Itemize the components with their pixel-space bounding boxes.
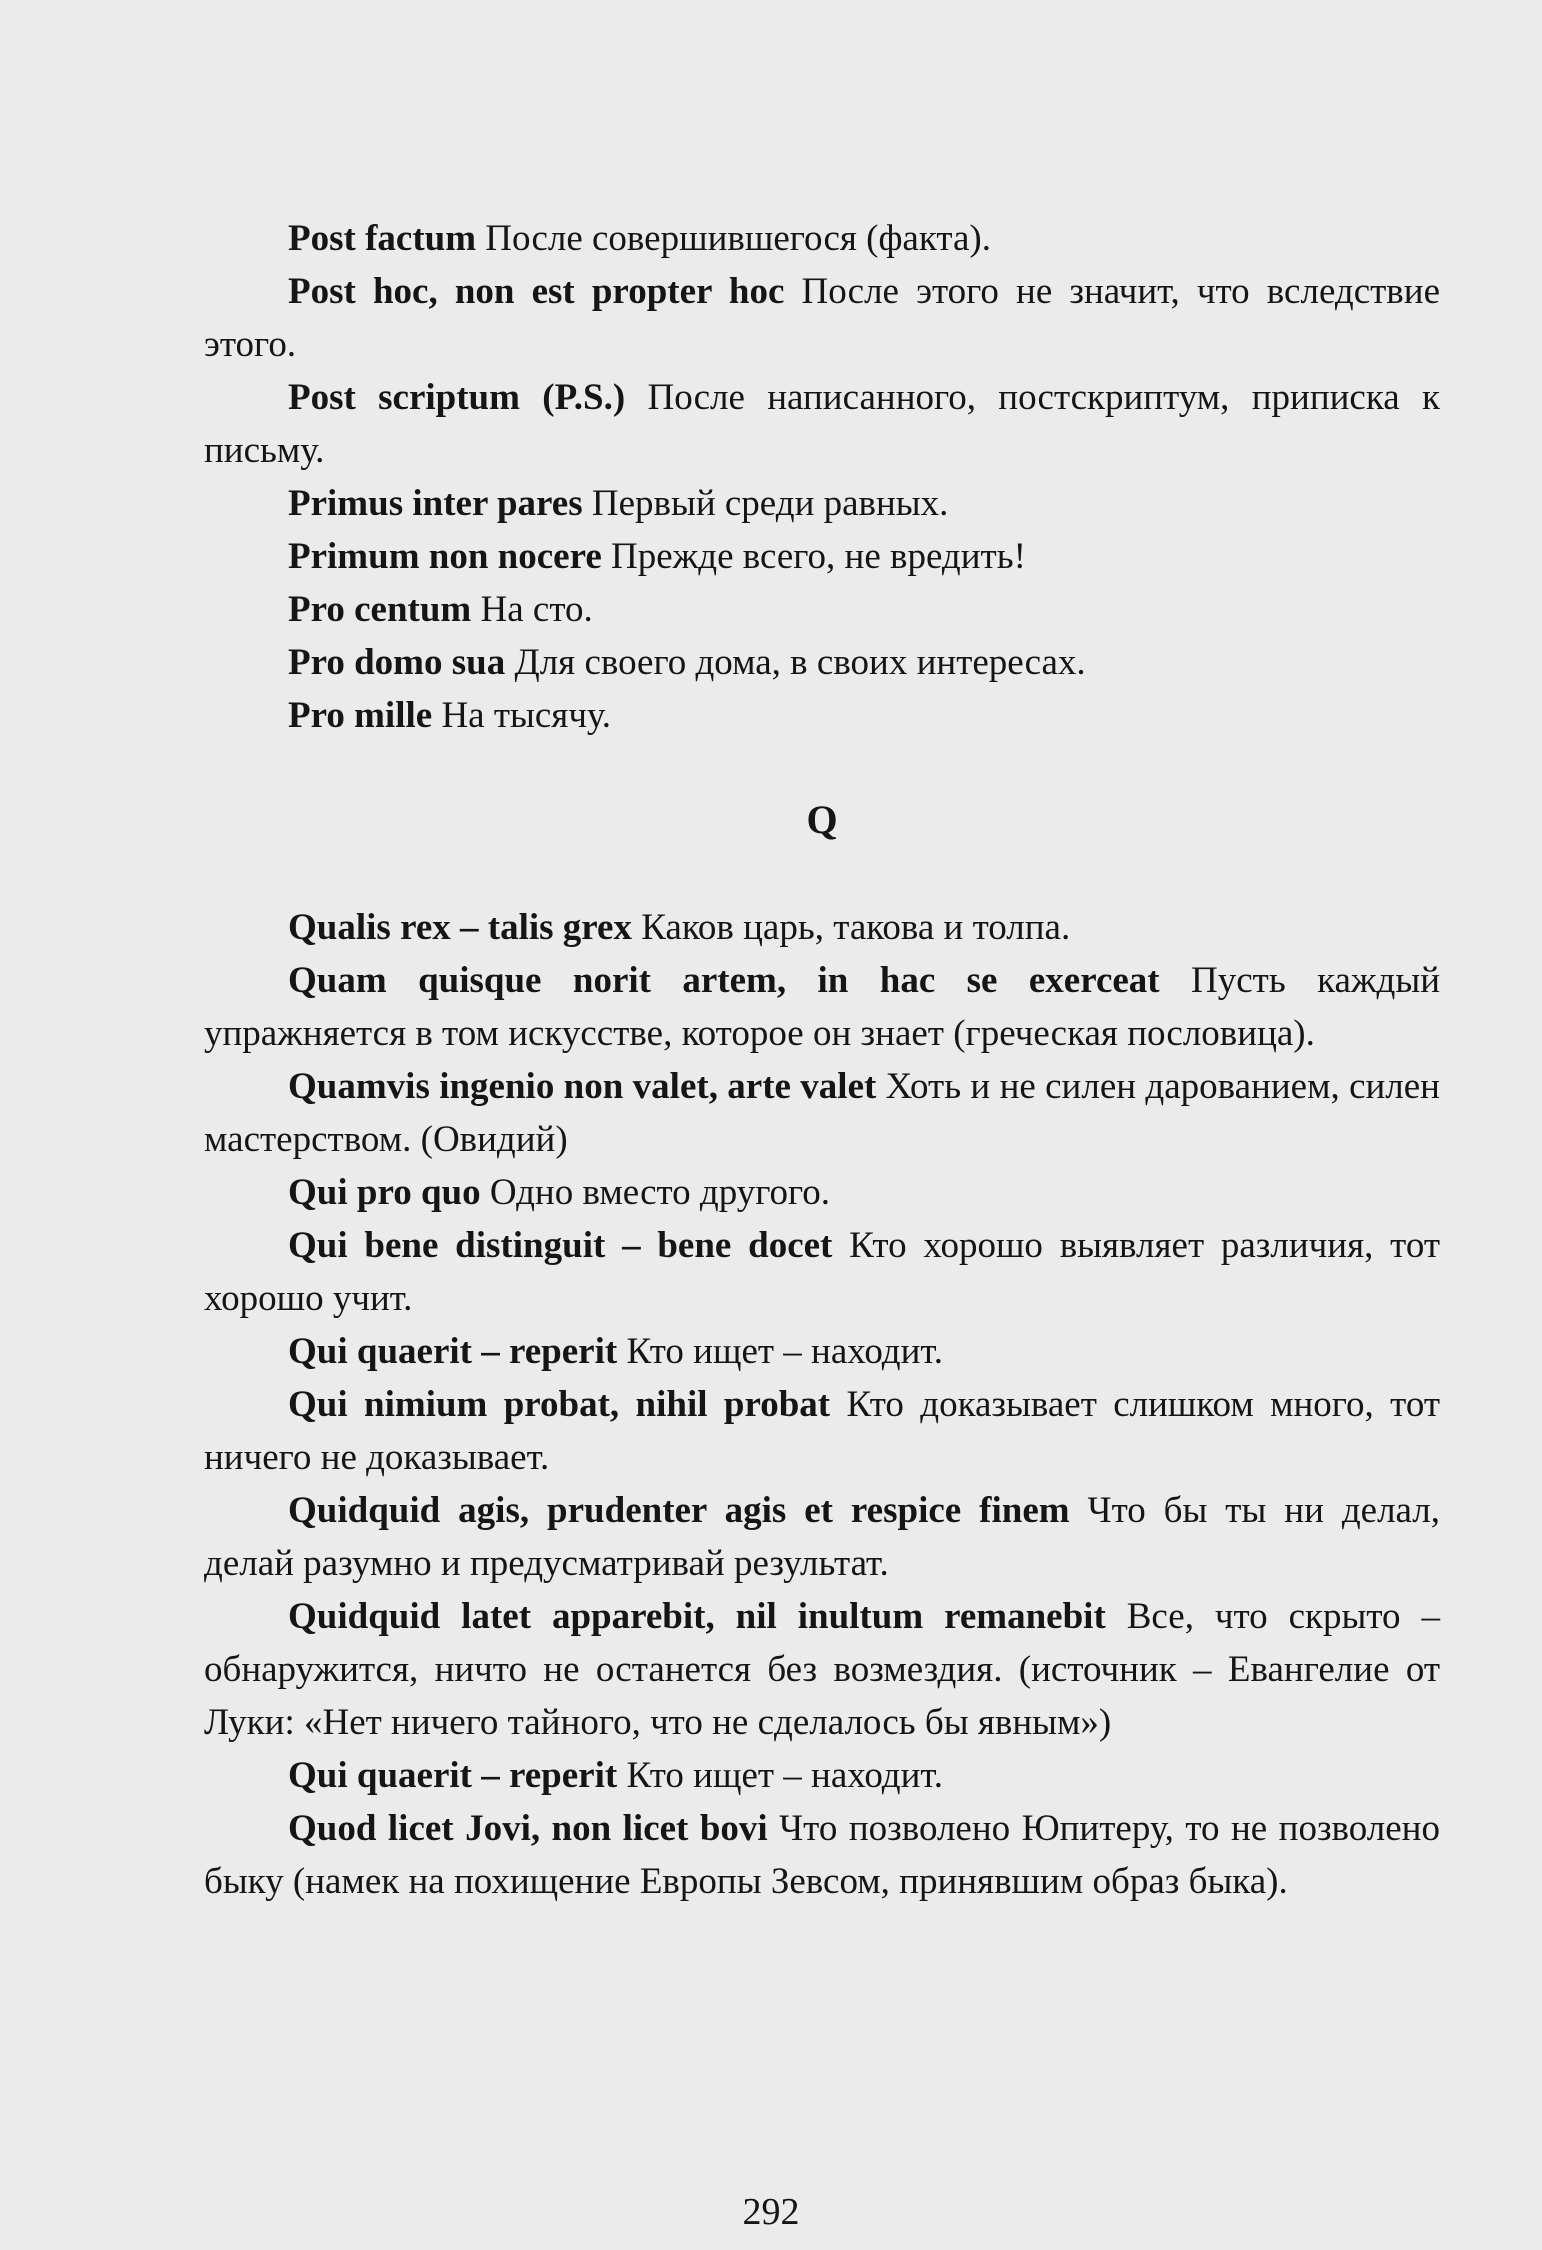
dictionary-entry [204, 689, 1440, 742]
latin-term: Post scriptum (P.S.) [288, 377, 626, 418]
translation: После этого не значит, что вследствие этого. [204, 271, 1440, 365]
latin-term: Quam quisque norit artem, in hac se exerceat [288, 960, 1160, 1001]
dictionary-entry [204, 1060, 1440, 1166]
translation: Прежде всего, не вредить! [601, 536, 1026, 577]
translation: Пусть каждый упражняется в том искусстве, которое он знает (греческая пословица). [204, 960, 1441, 1054]
latin-term: Quidquid latet apparebit, nil inultum remanebit [288, 1596, 1106, 1637]
dictionary-entry [204, 583, 1440, 636]
dictionary-entry [204, 1378, 1440, 1484]
dictionary-entry [204, 530, 1440, 583]
latin-term: Pro centum [288, 589, 472, 630]
latin-term: Pro domo sua [288, 642, 506, 683]
translation: Что позволено Юпитеру, то не позволено быку (намек на похищение Европы Зевсом, принявшим образ быка). [204, 1808, 1440, 1902]
latin-term: Qui quaerit – reperit [288, 1755, 618, 1796]
translation: Кто доказывает слишком много, тот ничего не доказывает. [204, 1384, 1441, 1478]
dictionary-entry [204, 1590, 1440, 1749]
dictionary-entry [204, 1166, 1440, 1219]
latin-term: Primus inter pares [288, 483, 583, 524]
dictionary-entry [204, 477, 1440, 530]
dictionary-entry [204, 636, 1440, 689]
latin-term: Qui pro quo [288, 1172, 481, 1213]
translation: После совершившегося (факта). [476, 218, 991, 259]
latin-term: Quamvis ingenio non valet, arte valet [288, 1066, 877, 1107]
latin-term: Quidquid agis, prudenter agis et respice finem [288, 1490, 1070, 1531]
translation: После написанного, постскриптум, приписка к письму. [204, 377, 1440, 471]
dictionary-entry [204, 1802, 1440, 1908]
dictionary-entry [204, 901, 1440, 954]
translation: Что бы ты ни делал, делай разумно и предусматривай результат. [204, 1490, 1440, 1584]
section-letter-heading: Q [806, 797, 838, 842]
latin-term: Qualis rex – talis grex [288, 907, 632, 948]
translation: Первый среди равных. [582, 483, 949, 524]
translation: Все, что скрыто – обнаружится, ничто не останется без возмездия. (источник – Евангелие от Луки: «Нет ничего тайного, что не сделалось бы явным») [204, 1596, 1440, 1743]
dictionary-entry [204, 265, 1440, 371]
dictionary-entry [204, 1749, 1440, 1802]
translation: Кто ищет – находит. [617, 1331, 944, 1372]
dictionary-entry [204, 1484, 1440, 1590]
dictionary-entry [204, 1325, 1440, 1378]
entries-p [204, 212, 1440, 742]
translation: Каков царь, такова и толпа. [631, 907, 1071, 948]
latin-term: Post factum [288, 218, 477, 259]
latin-term: Post hoc, non est propter hoc [288, 271, 785, 312]
latin-term: Qui nimium probat, nihil probat [288, 1384, 831, 1425]
dictionary-entry [204, 371, 1440, 477]
translation: Одно вместо другого. [480, 1172, 831, 1213]
translation: Для своего дома, в своих интересах. [505, 642, 1086, 683]
latin-term: Qui quaerit – reperit [288, 1331, 618, 1372]
entries-q [204, 901, 1440, 1908]
dictionary-entry [204, 954, 1440, 1060]
page-content [204, 212, 1440, 1908]
latin-term: Primum non nocere [288, 536, 602, 577]
page-number: 292 [742, 2191, 800, 2233]
translation: Хоть и не силен дарованием, силен мастерством. (Овидий) [204, 1066, 1440, 1160]
dictionary-entry [204, 1219, 1440, 1325]
translation: На сто. [471, 589, 593, 630]
dictionary-entry [204, 212, 1440, 265]
latin-term: Quod licet Jovi, non licet bovi [288, 1808, 768, 1849]
translation: Кто хорошо выявляет различия, тот хорошо учит. [204, 1225, 1440, 1319]
translation: На тысячу. [432, 695, 611, 736]
translation: Кто ищет – находит. [617, 1755, 944, 1796]
latin-term: Qui bene distinguit – bene docet [288, 1225, 833, 1266]
latin-term: Pro mille [288, 695, 433, 736]
